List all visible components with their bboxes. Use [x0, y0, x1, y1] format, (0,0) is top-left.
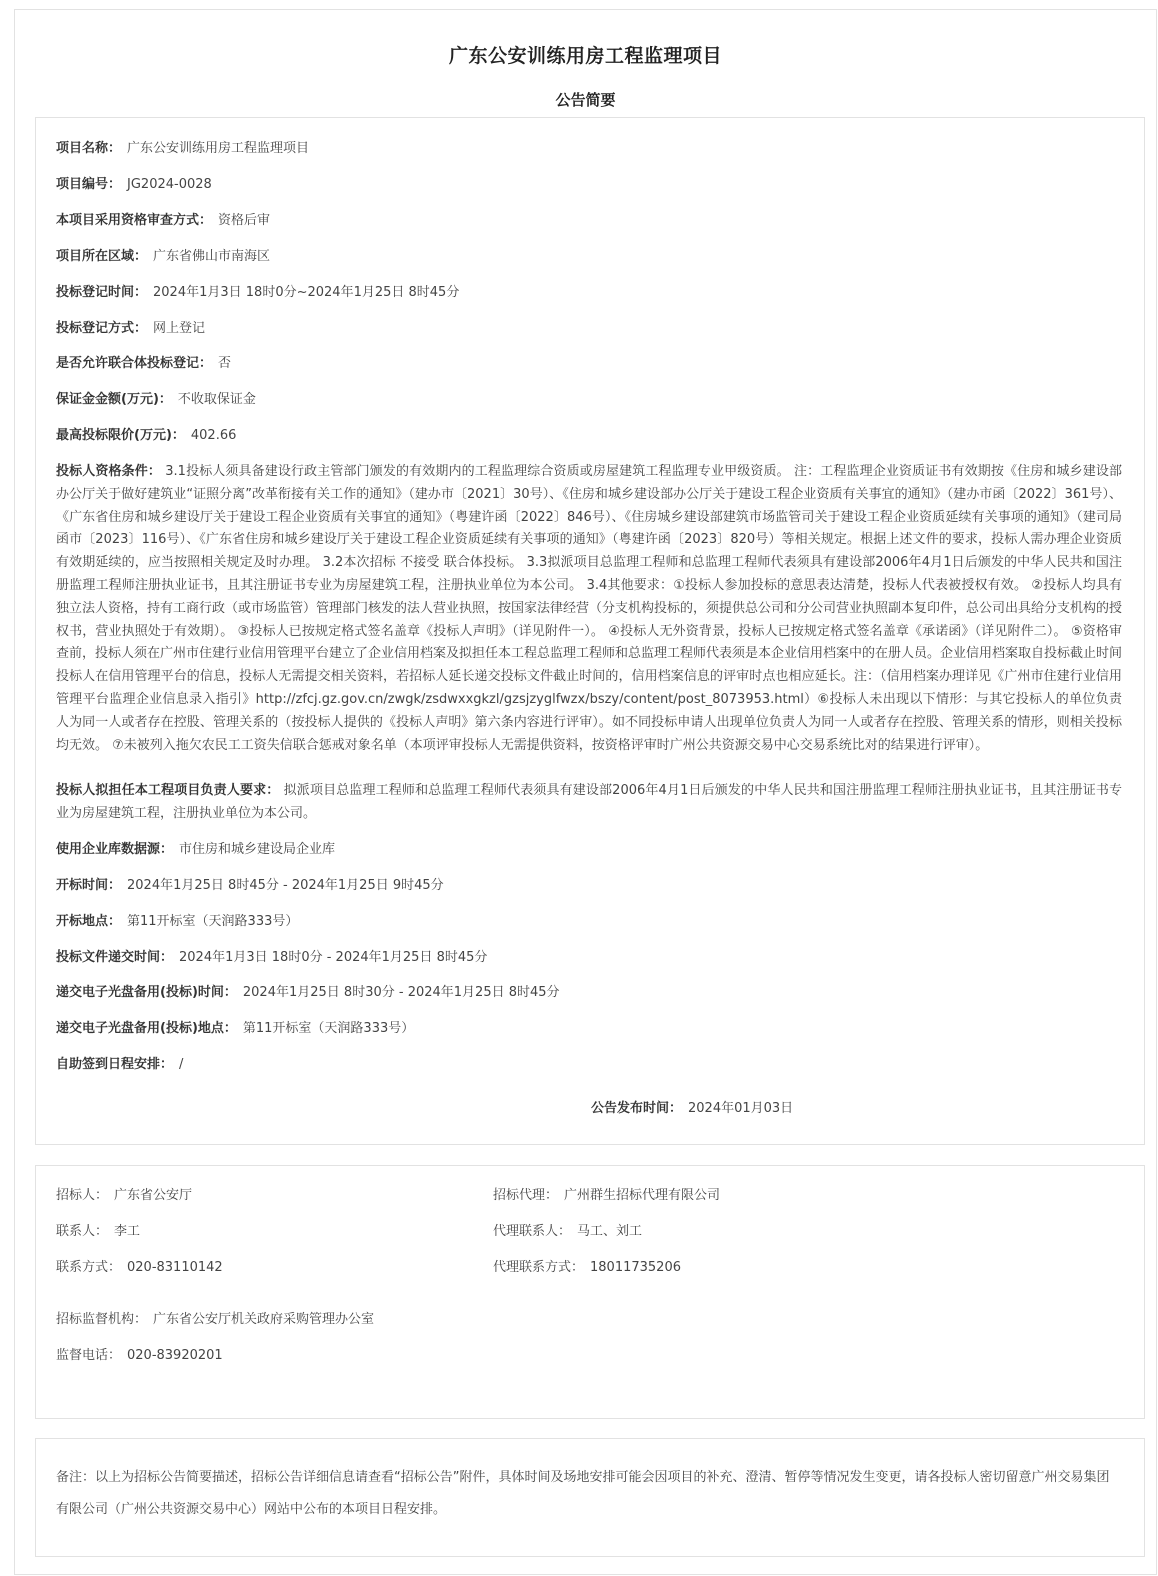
field-label: 保证金金额(万元)： — [56, 392, 172, 407]
contact-value: 18011735206 — [590, 1260, 681, 1275]
field-max-price — [56, 425, 236, 447]
contact-box — [35, 1165, 1145, 1419]
contact-value: 马工、刘工 — [577, 1224, 643, 1239]
field-label: 项目编号： — [56, 177, 122, 192]
field-label: 最高投标限价(万元)： — [56, 428, 185, 443]
field-label: 投标登记时间： — [56, 285, 148, 300]
contact-agent-person — [493, 1221, 642, 1243]
field-open-time — [56, 875, 444, 897]
field-value: 2024年1月3日 18时0分 - 2024年1月25日 8时45分 — [179, 950, 488, 965]
field-review-method — [56, 210, 270, 232]
contact-label: 联系方式： — [56, 1260, 122, 1275]
field-label: 投标人资格条件： — [56, 464, 161, 479]
field-enterprise-db — [56, 839, 335, 861]
contact-label: 监督电话： — [56, 1348, 122, 1363]
field-value: 2024年1月25日 8时30分 - 2024年1月25日 8时45分 — [242, 985, 560, 1000]
contact-label: 代理联系人： — [493, 1224, 572, 1239]
contact-phone — [56, 1257, 223, 1279]
field-value: 资格后审 — [218, 213, 271, 228]
summary-box — [35, 117, 1145, 1145]
contact-supervisor-phone — [56, 1345, 223, 1367]
field-label: 公告发布时间： — [591, 1101, 683, 1116]
contact-agent-phone — [493, 1257, 681, 1279]
field-label: 是否允许联合体投标登记： — [56, 356, 213, 371]
field-label: 自助签到日程安排： — [56, 1057, 174, 1072]
page-subtitle: 公告简要 — [555, 91, 616, 109]
field-value: 广东省佛山市南海区 — [153, 249, 271, 264]
field-label: 投标人拟担任本工程项目负责人要求： — [56, 783, 280, 798]
contact-value: 广州群生招标代理有限公司 — [564, 1188, 721, 1203]
contact-label: 招标监督机构： — [56, 1312, 148, 1327]
field-value: 2024年1月3日 18时0分~2024年1月25日 8时45分 — [153, 285, 460, 300]
contact-person — [56, 1221, 140, 1243]
field-value: 402.66 — [190, 428, 237, 443]
field-disc-time — [56, 982, 560, 1004]
contact-label: 联系人： — [56, 1224, 109, 1239]
field-value: 网上登记 — [153, 321, 206, 336]
contact-value: 020-83920201 — [127, 1348, 223, 1363]
notice-page — [14, 9, 1157, 1575]
contact-value: 020-83110142 — [127, 1260, 223, 1275]
field-deposit — [56, 389, 256, 411]
field-value: 拟派项目总监理工程师和总监理工程师代表须具有建设部2006年4月1日后颁发的中华人民共和国注册监理工程师注册执业证书，且其注册证书专业为房屋建筑工程，注册执业单位为本公司。 — [56, 783, 1122, 821]
field-label: 本项目采用资格审查方式： — [56, 213, 213, 228]
field-label: 开标时间： — [56, 878, 122, 893]
publish-date — [591, 1098, 793, 1120]
contact-label: 代理联系方式： — [493, 1260, 585, 1275]
contact-value: 李工 — [114, 1224, 141, 1239]
field-value: JG2024-0028 — [127, 177, 212, 192]
field-label: 开标地点： — [56, 914, 122, 929]
field-value: 否 — [218, 356, 232, 371]
field-qualification — [56, 461, 1122, 757]
contact-tenderer — [56, 1185, 192, 1207]
contact-label: 招标人： — [56, 1188, 109, 1203]
field-value: 2024年1月25日 8时45分 - 2024年1月25日 9时45分 — [127, 878, 444, 893]
page-title: 广东公安训练用房工程监理项目 — [448, 45, 722, 67]
note-text: 备注：以上为招标公告简要描述，招标公告详细信息请查看“招标公告”附件，具体时间及场地安排可能会因项目的补充、澄清、暂停等情况发生变更，请各投标人密切留意广州交易集团有限公司（广州公共资源交易中心）网站中公布的本项目日程安排。 — [56, 1470, 1110, 1517]
field-label: 递交电子光盘备用(投标)地点： — [56, 1021, 237, 1036]
field-project-no — [56, 174, 212, 196]
contact-label: 招标代理： — [493, 1188, 559, 1203]
field-consortium — [56, 353, 231, 375]
field-value: 3.1投标人须具备建设行政主管部门颁发的有效期内的工程监理综合资质或房屋建筑工程监理专业甲级资质。 注：工程监理企业资质证书有效期按《住房和城乡建设部办公厅关于做好建筑业“证照分离”改革衔接有关工作的通知》（建办市〔2021〕30号）、《住房和城乡建设部办公厅关于建设工程企业资质有关事宜的通知》（建办市函〔2022〕361号）、《广东省住房和城乡建设厅关于建设工程企业资质有关事宜的通知》（粤建许函〔2022〕846号）、《住房城乡建设部建筑市场监管司关于建设工程企业资质延续有关事项的通知》（建司局函市〔2023〕116号）、《广东省住房和城乡建设厅关于建设工程企业资质延续有关事项的通知》（粤建许函〔2023〕820号）等相关规定。根据上述文件的要求，投标人需办理企业资质有效期延续的，应当按照相关规定及时办理。 3.2本次招标 不接受 联合体投标。 3.3拟派项目总监理工程师和总监理工程师代表须具有建设部2006年4月1日后颁发的中华人民共和国注册监理工程师注册执业证书，且其注册证书专业为房屋建筑工程，注册执业单位为本公司。 3.4其他要求：①投标人参加投标的意思表达清楚，投标人代表被授权有效。 ②投标人均具有独立法人资格，持有工商行政（或市场监管）管理部门核发的法人营业执照，按国家法律经营（分支机构投标的，须提供总公司和分公司营业执照副本复印件，总公司出具给分支机构的授权书，营业执照处于有效期）。 ③投标人已按规定格式签名盖章《投标人声明》（详见附件一）。 ④投标人无外资背景，投标人已按规定格式签名盖章《承诺函》（详见附件二）。 ⑤资格审查前，投标人须在广州市住建行业信用管理平台建立了企业信用档案及拟担任本工程总监理工程师和总监理工程师代表须是本企业信用档案中的在册人员。企业信用档案取自投标截止时间投标人在信用管理平台的信息，投标人无需提交相关资料，若招标人延长递交投标文件截止时间的，信用档案信息的评审时点也相应延长。注：（信用档案办理详见《广州市住建行业信用管理平台监理企业信息录入指引》http://zfcj.gz.gov.cn/zwgk/zsdwxxgkzl/gzsjzyglfwzx/bszy/content/post_8073953.html）⑥投标人未出现以下情形：与其它投标人的单位负责人为同一人或者存在控股、管理关系的（按投标人提供的《投标人声明》第六条内容进行评审）。如不同投标申请人出现单位负责人为同一人或者存在控股、管理关系的情形，则相关投标均无效。 ⑦未被列入拖欠农民工工资失信联合惩戒对象名单（本项评审投标人无需提供资料，按资格评审时广州公共资源交易中心交易系统比对的结果进行评审）。 — [56, 464, 1123, 753]
field-open-place — [56, 911, 298, 933]
field-value: / — [179, 1057, 184, 1072]
note-box — [35, 1438, 1145, 1557]
field-value: 不收取保证金 — [177, 392, 256, 407]
field-submit-time — [56, 947, 487, 969]
contact-supervisor — [56, 1309, 374, 1331]
field-reg-method — [56, 318, 205, 340]
field-label: 项目名称： — [56, 141, 122, 156]
field-disc-place — [56, 1018, 414, 1040]
field-label: 投标文件递交时间： — [56, 950, 174, 965]
field-value: 市住房和城乡建设局企业库 — [179, 842, 336, 857]
field-region — [56, 246, 270, 268]
field-value: 2024年01月03日 — [688, 1101, 794, 1116]
field-value: 广东公安训练用房工程监理项目 — [127, 141, 310, 156]
field-reg-time — [56, 282, 459, 304]
field-project-name — [56, 138, 309, 160]
field-leader-requirement — [56, 780, 1122, 826]
contact-value: 广东省公安厅 — [114, 1188, 193, 1203]
field-value: 第11开标室（天润路333号） — [242, 1021, 415, 1036]
contact-agent — [493, 1185, 720, 1207]
contact-value: 广东省公安厅机关政府采购管理办公室 — [153, 1312, 375, 1327]
field-label: 使用企业库数据源： — [56, 842, 174, 857]
field-label: 递交电子光盘备用(投标)时间： — [56, 985, 237, 1000]
field-value: 第11开标室（天润路333号） — [127, 914, 299, 929]
field-label: 项目所在区域： — [56, 249, 148, 264]
field-label: 投标登记方式： — [56, 321, 148, 336]
field-checkin — [56, 1054, 183, 1076]
